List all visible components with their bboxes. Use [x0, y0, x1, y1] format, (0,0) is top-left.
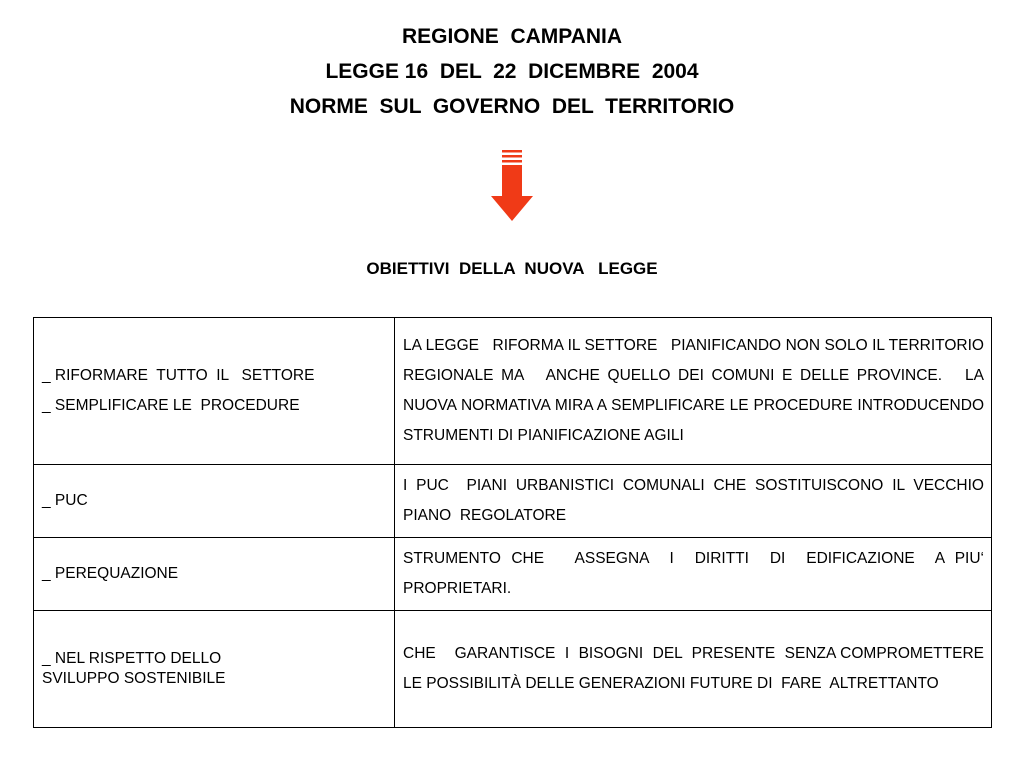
title-block — [0, 19, 1024, 124]
description-cell: CHE GARANTISCE I BISOGNI DEL PRESENTE SENZA COMPROMETTERE LE POSSIBILITÀ DELLE GENERAZIONI FUTURE DI FARE ALTRETTANTO — [395, 611, 992, 728]
law-subject: NORME SUL GOVERNO DEL TERRITORIO — [289, 95, 735, 118]
goal-cell — [34, 318, 395, 465]
goal-text: _ RIFORMARE TUTTO IL SETTORE — [42, 367, 315, 384]
objectives-table — [33, 317, 997, 728]
table-row — [34, 611, 992, 728]
goal-text: _ PUC — [42, 492, 88, 509]
goal-text: SVILUPPO SOSTENIBILE — [42, 670, 226, 687]
table-row — [34, 465, 992, 538]
goal-cell — [34, 611, 395, 728]
table-row — [34, 318, 992, 465]
section-subtitle: OBIETTIVI DELLA NUOVA LEGGE — [366, 259, 658, 278]
description-cell: I PUC PIANI URBANISTICI COMUNALI CHE SOSTITUISCONO IL VECCHIO PIANO REGOLATORE — [395, 465, 992, 538]
goal-cell — [34, 538, 395, 611]
law-title: LEGGE 16 DEL 22 DICEMBRE 2004 — [325, 60, 699, 83]
goal-text: _ SEMPLIFICARE LE PROCEDURE — [42, 397, 300, 414]
region-title: REGIONE CAMPANIA — [401, 25, 623, 48]
goal-text: _ PEREQUAZIONE — [42, 565, 179, 582]
description-cell: STRUMENTO CHE ASSEGNA I DIRITTI DI EDIFICAZIONE A PIU‘ PROPRIETARI. — [395, 538, 992, 611]
goal-text: _ NEL RISPETTO DELLO — [42, 650, 222, 667]
down-arrow-icon — [490, 150, 534, 222]
table-row — [34, 538, 992, 611]
description-cell: LA LEGGE RIFORMA IL SETTORE PIANIFICANDO NON SOLO IL TERRITORIO REGIONALE MA ANCHE QUELLO DEI COMUNI E DELLE PROVINCE. LA NUOVA NORMATIVA MIRA A SEMPLIFICARE LE PROCEDURE INTRODUCENDO STRUMENTI DI PIANIFICAZIONE AGILI — [395, 318, 992, 465]
goal-cell — [34, 465, 395, 538]
